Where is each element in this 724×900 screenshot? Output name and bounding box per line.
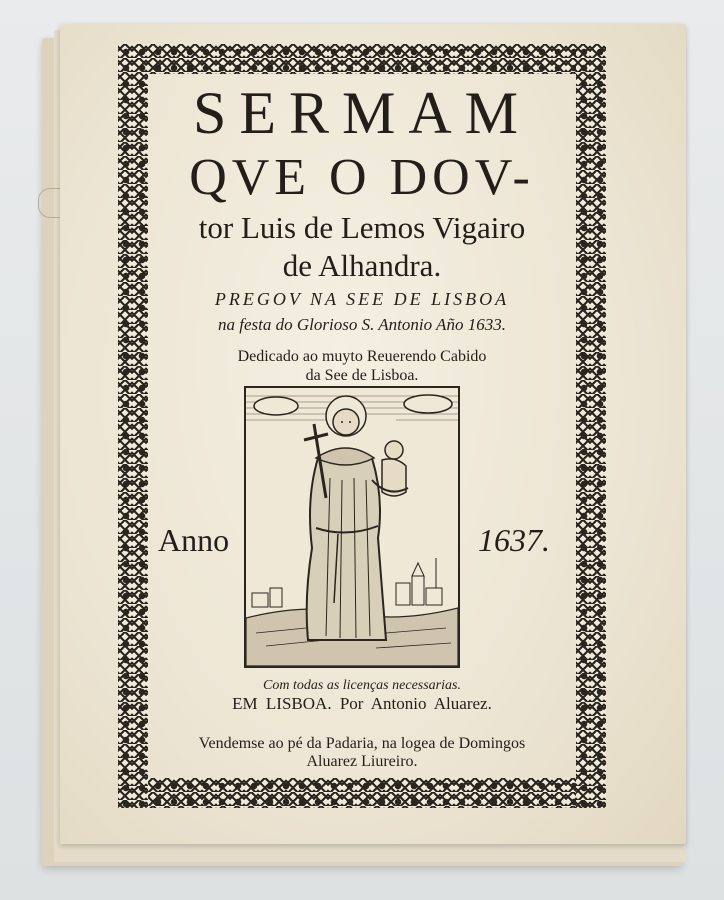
border-top <box>118 44 606 74</box>
year-value: 1637. <box>478 522 550 558</box>
dedication-line-2: da See de Lisboa. <box>305 367 419 384</box>
seller-line-2: Aluarez Liureiro. <box>306 753 418 770</box>
title-line-4: de Alhandra. <box>282 248 442 283</box>
licenses-line: Com todas as licenças necessarias. <box>263 678 461 693</box>
border-left <box>118 44 148 808</box>
border-right <box>576 44 606 808</box>
binding-thread <box>38 188 61 218</box>
feast-line: na festa do Glorioso S. Antonio Año 1633. <box>218 315 506 334</box>
seller-line-1: Vendemse ao pé da Padaria, na logea de Domingos <box>198 735 526 752</box>
border-bottom <box>118 778 606 808</box>
title-line-1: SERMAM <box>192 80 532 146</box>
title-line-2: QVE O DOV- <box>189 149 535 206</box>
saint-anthony-woodcut <box>244 386 460 668</box>
preached-line: PREGOV NA SEE DE LISBOA <box>214 289 510 309</box>
woodcut-image <box>246 388 458 666</box>
imprint-line: EM LISBOA. Por Antonio Aluarez. <box>232 694 492 713</box>
year-label: Anno <box>158 522 230 558</box>
title-line-3: tor Luis de Lemos Vigairo <box>198 210 526 245</box>
dedication-line-1: Dedicado ao muyto Reuerendo Cabido <box>237 348 487 365</box>
